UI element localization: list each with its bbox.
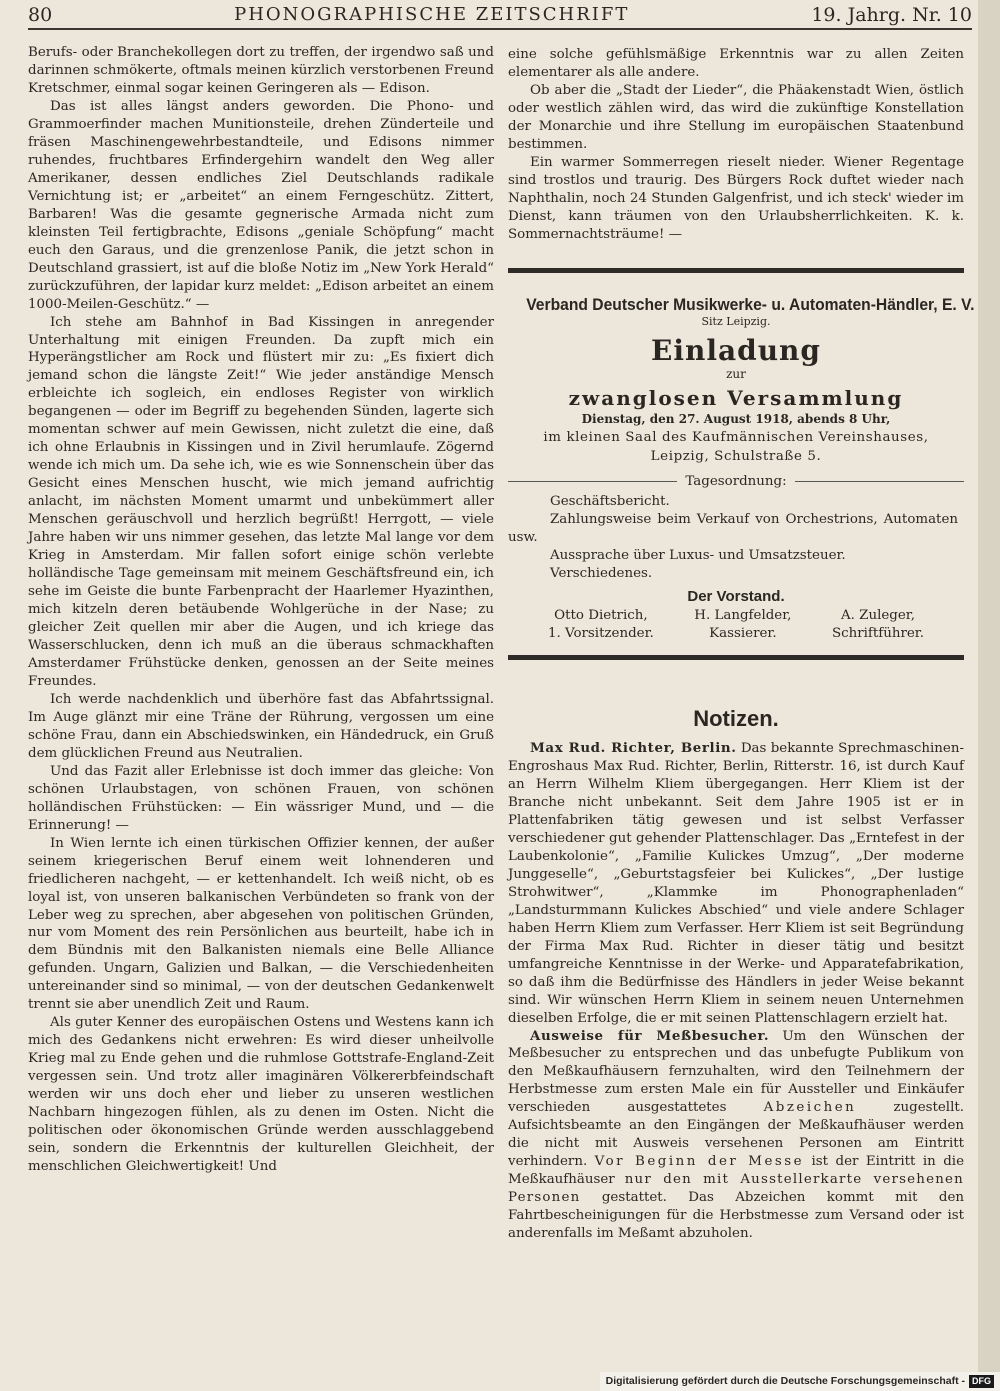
notizen-heading: Notizen. — [693, 706, 779, 731]
paragraph: Ich werde nachdenklich und überhöre fast das Abfahrtssignal. Im Auge glänzt mir eine Träne der Rührung, vergossen um eine schöne Frau, dann ein Abschiedswinken, ein Händedruck, ein Gruß dem glücklichen Freund aus Neutralien. — [28, 691, 494, 761]
agenda-label: Tagesordnung: — [685, 474, 787, 489]
bottom-rule — [508, 655, 964, 660]
notice-text: Das bekannte Sprechmaschinen-Engroshaus Max Rud. Richter, Berlin, Ritterstr. 16, ist durch Kauf an Herrn Wilhelm Kliem übergegangen. Herr Kliem ist der Branche nicht unbekannt. Seit dem Jahre 1905 ist er in Plattenfabriken tätig gewesen und ist selbst Verfasser verschiedener gut gehender Plattenschlager. Das „Erntefest in der Laubenkolonie“, „Familie Kulickes Umzug“, „Der moderne Junggeselle“, „Geburtstagsfeier bei Kulickes“, „Der lustige Strohwitwer“, „Klammke im Phonographenladen“ „Landsturmmann Kulickes Abschied“ und viele andere Schlager haben Herrn Kliem zum Verfasser. Herr Kliem ist seit Begründung der Firma Max Rud. Richter in dieser tätig und besitzt umfangreiche Kenntnisse in der Werke- und Apparatefabrikation, so daß ihm die Bedürfnisse des Händlers in jeder Weise bekannt sind. Wir wünschen Herrn Kliem in seinem neuen Unternehmen dieselben Erfolge, die er mit seinen Plattenschlagern erzielt hat. — [508, 741, 964, 1026]
journal-title: PHONOGRAPHISCHE ZEITSCHRIFT — [234, 4, 630, 25]
agenda-item: Verschiedenes. — [550, 566, 653, 581]
invitation-subtitle: zwanglosen Versammlung — [568, 386, 904, 410]
top-rule — [508, 268, 964, 273]
paragraph: Berufs- oder Branchekollegen dort zu treffen, der irgendwo saß und darinnen schmökerte, oftmals meinen kürzlich verstorbenen Freund Kretschmer, einmal sogar keinen Geringeren als — Edison. — [28, 45, 494, 96]
notice-text: ist der Eintritt in die Meßkaufhäuser — [508, 1154, 964, 1188]
issue-number: 19. Jahrg. Nr. 10 — [811, 4, 972, 26]
notice-text: zugestellt. Aufsichtsbeamte an den Eingängen der Meßkaufhäuser werden die nicht mit Ausweis versehenen Personen am Eintritt verhindern. — [508, 1100, 964, 1170]
invitation-zur: zur — [726, 367, 746, 381]
notizen-body — [508, 740, 964, 1243]
spaced-text: Vor Beginn der Messe — [594, 1154, 805, 1170]
right-column-top — [508, 46, 964, 244]
notice-richter — [508, 740, 964, 1028]
left-column — [28, 44, 494, 1176]
meeting-address: Leipzig, Schulstraße 5. — [650, 449, 822, 464]
paragraph: Ein warmer Sommerregen rieselt nieder. Wiener Regentage sind trostlos und traurig. Des Bürgers Rock duftet wieder nach Naphthalin, noch 24 Stunden Galgenfrist, und ich steck' wieder im Dienst, kann träumen von den Urlaubsherrlichkeiten. K. k. Sommernachtsträume! — — [508, 154, 964, 242]
dfg-logo: DFG — [969, 1375, 994, 1388]
paragraph: Und das Fazit aller Erlebnisse ist doch immer das gleiche: Von schönen Urlaubstagen, von schönen Frauen, von schönen holländischen Frühstücken: — Ein wässriger Mund, und — die Erinnerung! — — [28, 763, 494, 833]
scan-edge — [978, 0, 1000, 1391]
spaced-text: Abzeichen — [763, 1100, 857, 1116]
agenda-list — [508, 493, 964, 583]
paragraph: Das ist alles längst anders geworden. Die Phono- und Grammoerfinder machen Munitionsteile, drehen Zünderteile und fräsen Maschinengewehrbestandteile, und Edisons nimmer ruhendes, fruchtbares Erfindergehirn wandelt den Weg aller Amerikaner, dessen endliches Ziel Deutschlands radikale Vernichtung ist; er „arbeitet“ an einem Ferngeschütz. Zittert, Barbaren! Was die gesamte gegnerische Armada nicht zum kleinsten Teil fertigbrachte, Edisons „geniale Schöpfung“ macht euch den Garaus, und die grenzenlose Panik, die jetzt schon in Deutschland grassiert, ist auf die bloße Notiz im „New York Herald“ zurückzuführen, der lapidar kurz meldet: „Edison arbeitet an einem 1000-Meilen-Geschütz.“ — — [28, 98, 494, 312]
divider — [795, 481, 964, 482]
signatory-role: 1. Vorsitzender. — [548, 626, 654, 641]
signatory-name: H. Langfelder, — [694, 608, 792, 623]
agenda-item: Geschäftsbericht. — [550, 494, 670, 509]
agenda-item: Aussprache über Luxus- und Umsatzsteuer. — [550, 548, 846, 563]
signatory — [832, 607, 924, 643]
signatory-name: A. Zuleger, — [840, 608, 915, 623]
agenda-item: Zahlungsweise beim Verkauf von Orchestrions, Automaten usw. — [508, 512, 958, 545]
signatory-role: Kassierer. — [709, 626, 777, 641]
notice-title: Ausweise für Meßbesucher. — [530, 1027, 770, 1044]
signatory — [694, 607, 791, 643]
spaced-text: nur den mit Ausstellerkarte versehenen Personen — [508, 1172, 964, 1206]
page-number: 80 — [28, 4, 53, 26]
agenda-header — [508, 474, 964, 489]
organization-name: Verband Deutscher Musikwerke- u. Automaten-Händler, E. V. — [526, 295, 975, 314]
meeting-date: Dienstag, den 27. August 1918, abends 8 Uhr, — [581, 412, 891, 426]
footer — [600, 1372, 1000, 1391]
page-header — [28, 0, 972, 30]
meeting-place: im kleinen Saal des Kaufmännischen Vereinshauses, — [543, 430, 929, 445]
signatories — [508, 607, 964, 643]
invitation-title: Einladung — [651, 334, 821, 367]
announcement-box — [508, 268, 975, 660]
notice-text: gestattet. Das Abzeichen kommt mit den Fahrtbescheinigungen für die Herbstmesse zum Versand oder ist anderenfalls im Meßamt abzuholen. — [508, 1190, 964, 1242]
board-label: Der Vorstand. — [687, 588, 785, 605]
notice-text: Um den Wünschen der Meßbesucher zu entsprechen und das unbefugte Publikum von den Meßkaufhäusern fernzuhalten, wird den Teilnehmern der Herbstmesse zum ersten Male ein für Aussteller und Einkäufer verschieden ausgestattetes — [508, 1028, 964, 1116]
paragraph: Ich stehe am Bahnhof in Bad Kissingen in anregender Unterhaltung mit einigen Freunden. Da zupft mich ein Hyperängstlicher am Rock und flüstert mir zu: „Es fixiert dich jemand schon die längste Zeit!“ Wie jeder anständige Mensch erbleichte ich sogleich, ein endloses Register von wirklich begangenen — oder im Begriff zu begehenden Sünden, lagerte sich momentan schwer auf mein Gewissen, nicht zuletzt die eine, daß ich ohne Erlaubnis in Kissingen und in Zivil herumlaufe. Zögernd wende ich mich um. Da sehe ich, wie es wie Sonnenschein über das Gesicht eines Menschen huscht, wie mich jemand aufrichtig anlacht, im nächsten Moment umarmt und unbekümmert aller Menschen geräuschvoll und herzlich begrüßt! Herrgott, — viele Jahre haben wir uns nimmer gesehen, das letzte Mal lange vor dem Krieg in Amsterdam. Mir fallen sofort einige schön verlebte holländische Tage gemeinsam mit meinem Geschäftsfreund ein, ich sehe im Geiste die bunte Farbenpracht der Haarlemer Hyazinthen, mich kitzeln deren betäubende Wohlgerüche in der Nase; zu gleicher Zeit quellen mir aber die Augen, und ich kriege das Wasserschlucken, denn ich muß an die überaus schmackhaften Amsterdamer Frühstücke denken, genossen an der Seite meines Freundes. — [28, 314, 494, 689]
signatory-role: Schriftführer. — [831, 626, 924, 641]
paragraph: Als guter Kenner des europäischen Ostens und Westens kann ich mich des Gedankens nicht erwehren: Es wird dieser unheilvolle Krieg mal zu Ende gehen und die ruhmlose Gottstrafe-England-Zeit vergessen sein. Und trotz aller imaginären Völkererbfeindschaft werden wir uns doch eher und lieber zu unseren westlichen Nachbarn hingezogen fühlen, als zu denen im Osten. Nicht die politischen oder ökonomischen Gründe werden ausschlaggebend sein, sondern die Erkenntnis der kulturellen Gleichheit, der menschlichen Gleichwertigkeit! Und — [28, 1015, 494, 1175]
paragraph: eine solche gefühlsmäßige Erkenntnis war zu allen Zeiten elementarer als alle andere. — [508, 47, 964, 80]
divider — [508, 481, 677, 482]
paragraph: In Wien lernte ich einen türkischen Offizier kennen, der außer seinem kriegerischen Beruf einem weit lohnenderen und friedlicheren nachgeht, — er kettenhandelt. Ich weiß nicht, ob es loyal ist, von unseren balkanischen Verbündeten so frank von der Leber weg zu sprechen, aber abgesehen von politischen Gründen, nur vom Moment des rein Persönlichen aus beurteilt, habe ich in dem Bündnis mit den Balkanisten niemals eine Belle Alliance gefunden. Ungarn, Galizien und Balkan, — die Verschiedenheiten untereinander sind so minimal, — von der deutschen Gedankenwelt trennt sie aber unendlich Zeit und Raum. — [28, 835, 494, 1013]
signatory-name: Otto Dietrich, — [554, 608, 648, 623]
organization-seat: Sitz Leipzig. — [701, 315, 771, 328]
notice-title: Max Rud. Richter, Berlin. — [530, 740, 737, 756]
footer-text: Digitalisierung gefördert durch die Deutsche Forschungsgemeinschaft - — [605, 1375, 965, 1387]
signatory — [548, 607, 654, 643]
paragraph: Ob aber die „Stadt der Lieder“, die Phäakenstadt Wien, östlich oder westlich zählen wird, das wird die zukünftige Konstellation der Monarchie und ihre Stellung im europäischen Staatenbund bestimmen. — [508, 82, 964, 152]
notice-ausweise — [508, 1028, 964, 1244]
